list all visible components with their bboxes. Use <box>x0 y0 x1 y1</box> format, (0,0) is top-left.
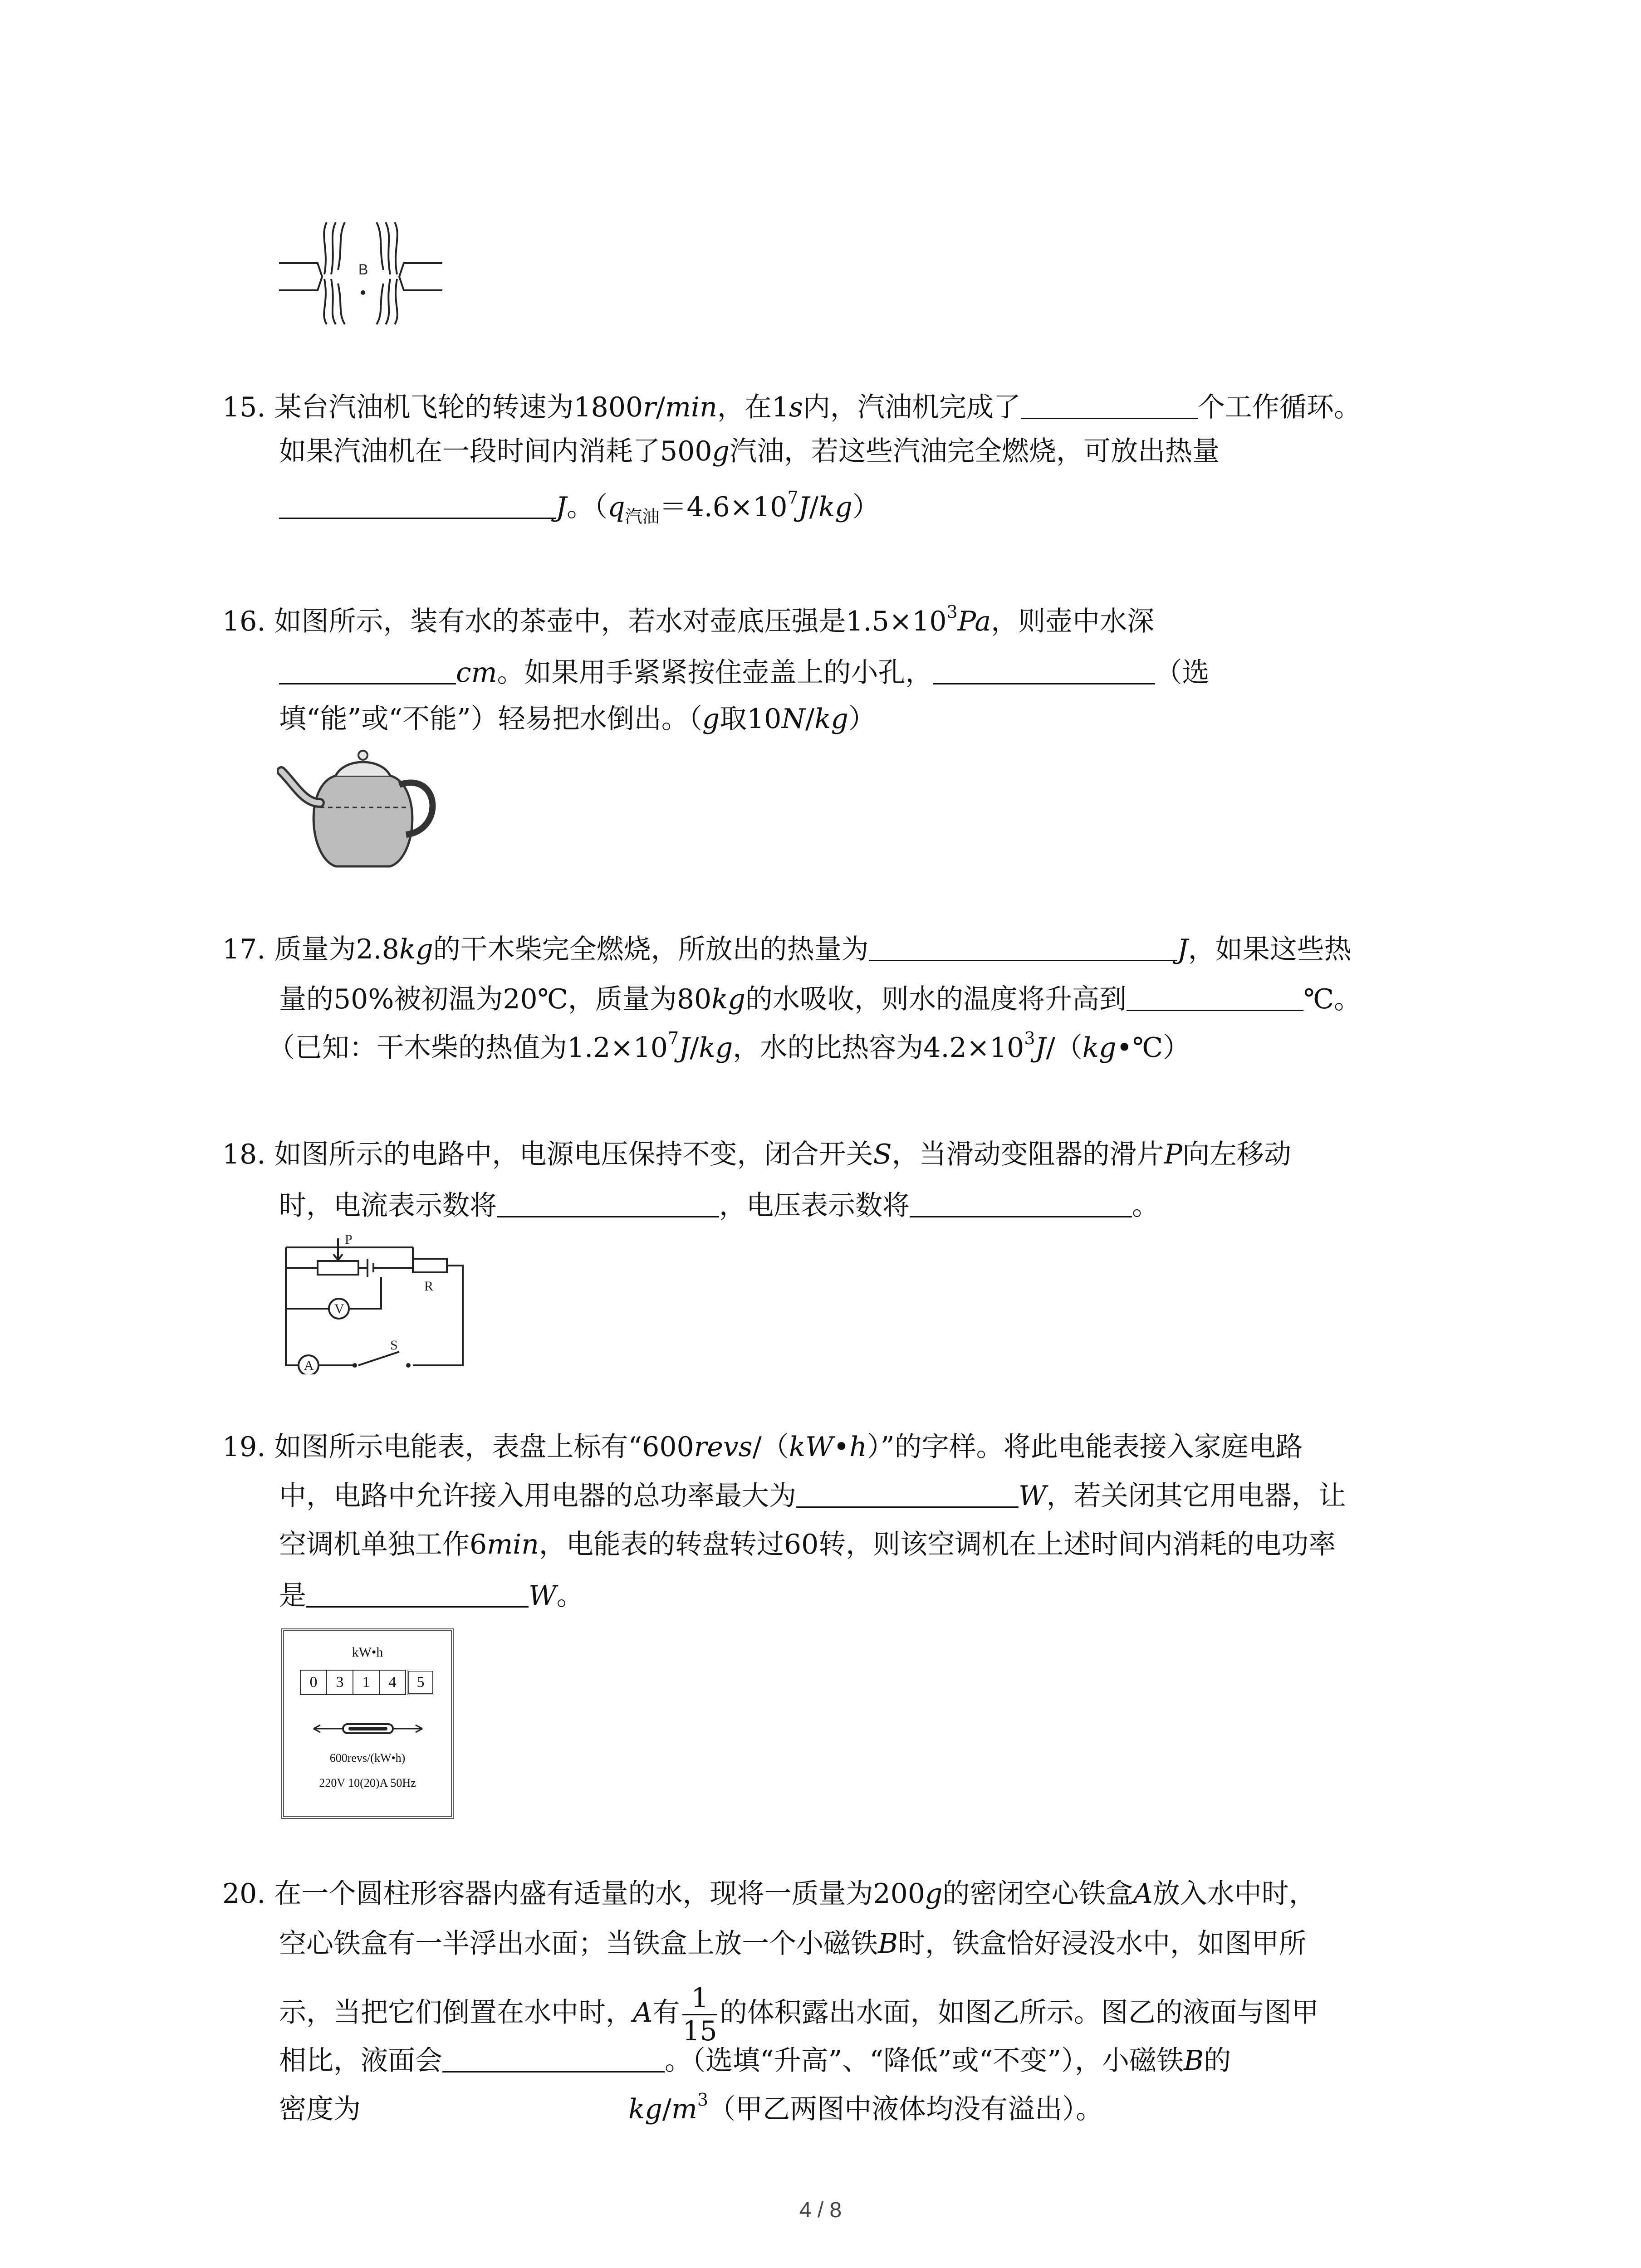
meter-disc <box>311 1720 425 1738</box>
meter-rate: 600revs/(kW•h) <box>329 1751 406 1765</box>
magnetic-field-figure <box>279 218 442 327</box>
q18-blank-2[interactable] <box>910 1186 1132 1217</box>
q16-line3: 填“能”或“不能”）轻易把水倒出。（g取10N/kg） <box>279 703 876 735</box>
label-r: R <box>424 1279 434 1294</box>
q19-line2: 中，电路中允许接入用电器的总功率最大为 W，若关闭其它用电器，让 <box>279 1476 1346 1514</box>
q16-line1: 16. 如图所示，装有水的茶壶中，若水对壶底压强是$1.5\times 10^3Pa$，则壶中水深 <box>222 602 1155 637</box>
label-s: S <box>390 1338 398 1353</box>
q18-line1: 18. 如图所示的电路中，电源电压保持不变，闭合开关S，当滑动变阻器的滑片P向左移动 <box>222 1139 1291 1170</box>
circuit-figure <box>277 1234 472 1374</box>
q16-blank-1[interactable] <box>279 653 456 684</box>
q15-line3: J。$(q_{汽油}=4.6\times 10^7J/kg)$ <box>279 488 880 525</box>
q16-blank-2[interactable] <box>933 653 1155 684</box>
q17-blank-1[interactable] <box>869 930 1177 961</box>
label-p: P <box>345 1234 353 1247</box>
q15-blank-1[interactable] <box>1021 388 1198 419</box>
q20-line3: 示，当把它们倒置在水中时，A有 $\frac{1}{15}$ 的体积露出水面，如图乙所示。图乙的液面与图甲 <box>279 1982 1319 2047</box>
q20-line5: 密度为 $kg/m^3$（甲乙两图中液体均没有溢出）。 <box>279 2090 1103 2125</box>
q15-line1: 15. 某台汽油机飞轮的转速为1800r/min，在1s内，汽油机完成了 个工作循环。 <box>222 388 1361 425</box>
meter-digit: 5 <box>407 1670 434 1695</box>
q17-line3: （已知：干木柴的热值为$1.2\times 10^7J/kg$，水的比热容为$4.2\times 10^3J/(kg•℃)$ <box>268 1028 1190 1064</box>
meter-digit: 4 <box>380 1670 406 1695</box>
label-a: A <box>304 1358 314 1373</box>
q19-line1: 19. 如图所示电能表，表盘上标有“600revs/（kW•h）”的字样。将此电能表接入家庭电路 <box>222 1431 1303 1463</box>
q20-line1: 20. 在一个圆柱形容器内盛有适量的水，现将一质量为200g的密闭空心铁盒A放入水中时， <box>222 1878 1316 1910</box>
q16-line2: cm。如果用手紧紧按住壶盖上的小孔， （选 <box>279 653 1210 691</box>
q19-blank-2[interactable] <box>306 1576 529 1608</box>
meter-digit: 1 <box>353 1670 380 1695</box>
q17-blank-2[interactable] <box>1127 980 1303 1011</box>
teapot-figure <box>277 744 449 880</box>
q19-blank-1[interactable] <box>796 1476 1019 1508</box>
q15-line2: 如果汽油机在一段时间内消耗了500g汽油，若这些汽油完全燃烧，可放出热量 <box>279 435 1220 467</box>
meter-unit: kW•h <box>352 1645 383 1660</box>
q17-line2: 量的50%被初温为20℃，质量为80kg的水吸收，则水的温度将升高到 ℃。 <box>279 980 1361 1017</box>
q20-line2: 空心铁盒有一半浮出水面；当铁盒上放一个小磁铁B时，铁盒恰好浸没水中，如图甲所 <box>279 1928 1307 1960</box>
meter-digit: 0 <box>300 1670 327 1695</box>
meter-digits <box>300 1670 434 1695</box>
q17-line1: 17. 质量为2.8kg的干木柴完全燃烧，所放出的热量为 J，如果这些热 <box>222 930 1352 968</box>
label-v: V <box>334 1301 344 1316</box>
q18-blank-1[interactable] <box>497 1186 719 1217</box>
field-label-b: B <box>358 261 368 278</box>
q19-line3: 空调机单独工作6min，电能表的转盘转过60转，则该空调机在上述时间内消耗的电功率 <box>279 1529 1336 1560</box>
fraction: $\frac{1}{15}$ <box>682 1982 717 2047</box>
q15-blank-2[interactable] <box>279 488 556 519</box>
meter-digit: 3 <box>327 1670 353 1695</box>
meter-spec: 220V 10(20)A 50Hz <box>319 1776 416 1789</box>
q19-line4: 是 W。 <box>279 1576 584 1614</box>
q20-blank-1[interactable] <box>442 2041 665 2072</box>
page-number: 4 / 8 <box>799 2198 842 2222</box>
energy-meter <box>281 1628 454 1819</box>
q18-line2: 时，电流表示数将 ，电压表示数将 。 <box>279 1186 1159 1224</box>
q20-line4: 相比，液面会 。（选填“升高”、“降低”或“不变”），小磁铁B的 <box>279 2041 1231 2079</box>
